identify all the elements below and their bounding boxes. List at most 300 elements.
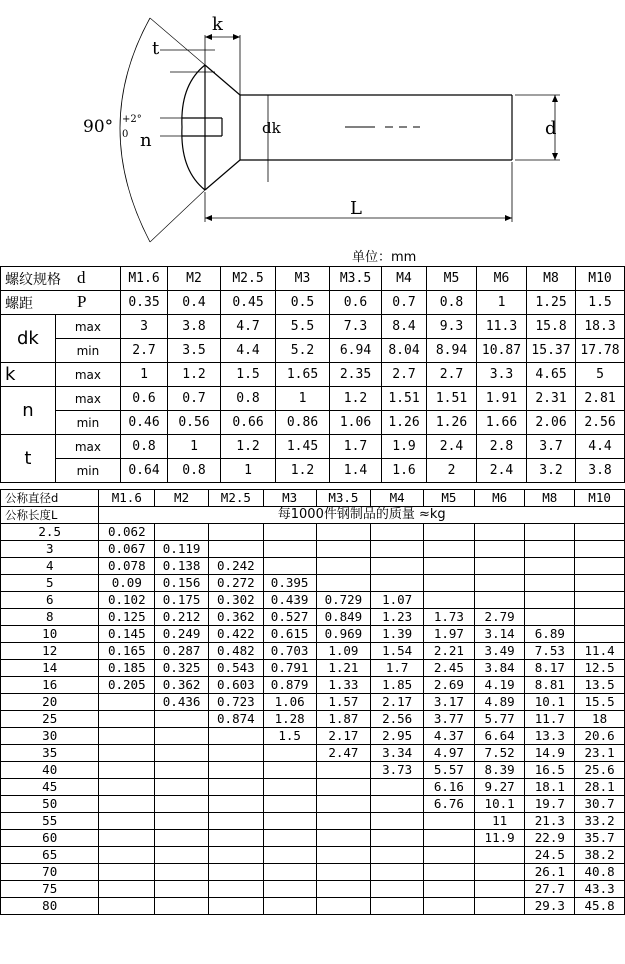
spec-cell: 0.5 bbox=[276, 291, 330, 315]
mass-cell: 0.302 bbox=[208, 592, 263, 609]
spec-cell: 2.06 bbox=[527, 411, 576, 435]
mass-cell bbox=[208, 524, 263, 541]
table-row bbox=[1, 881, 625, 898]
spec-row bbox=[1, 291, 625, 315]
mass-cell: 33.2 bbox=[575, 813, 625, 830]
spec-cell: 0.86 bbox=[276, 411, 330, 435]
mass-cell bbox=[316, 796, 371, 813]
spec-cell: M8 bbox=[527, 267, 576, 291]
spec-row bbox=[1, 459, 625, 483]
table-row bbox=[1, 796, 625, 813]
mass-table bbox=[0, 489, 625, 915]
length-cell: 10 bbox=[1, 626, 99, 643]
mass-cell bbox=[424, 592, 475, 609]
param-sub: max bbox=[55, 363, 120, 387]
mass-cell: 1.21 bbox=[316, 660, 371, 677]
mass-cell: 8.17 bbox=[525, 660, 575, 677]
mass-cell bbox=[99, 796, 155, 813]
mass-cell bbox=[316, 524, 371, 541]
size-header: M1.6 bbox=[99, 490, 155, 507]
mass-header-row bbox=[1, 507, 625, 524]
angle-tol-lower: 0 bbox=[122, 129, 129, 140]
spec-cell: 0.64 bbox=[121, 459, 168, 483]
mass-cell bbox=[424, 830, 475, 847]
mass-cell bbox=[316, 898, 371, 915]
spec-cell: 0.8 bbox=[221, 387, 276, 411]
spec-cell: 8.4 bbox=[382, 315, 427, 339]
spec-cell: 1.25 bbox=[527, 291, 576, 315]
spec-cell: 0.4 bbox=[168, 291, 221, 315]
mass-cell: 8.39 bbox=[474, 762, 525, 779]
mass-cell bbox=[525, 524, 575, 541]
spec-cell: 1.4 bbox=[330, 459, 382, 483]
mass-cell bbox=[99, 898, 155, 915]
mass-cell bbox=[371, 558, 424, 575]
spec-cell: 1.9 bbox=[382, 435, 427, 459]
spec-cell: 0.8 bbox=[121, 435, 168, 459]
spec-cell: M3.5 bbox=[330, 267, 382, 291]
mass-cell: 0.603 bbox=[208, 677, 263, 694]
mass-cell: 20.6 bbox=[575, 728, 625, 745]
mass-cell bbox=[474, 558, 525, 575]
mass-cell: 23.1 bbox=[575, 745, 625, 762]
mass-cell bbox=[155, 898, 209, 915]
mass-cell: 0.362 bbox=[155, 677, 209, 694]
spec-cell: 15.8 bbox=[527, 315, 576, 339]
spec-cell: 9.3 bbox=[427, 315, 477, 339]
mass-cell bbox=[155, 524, 209, 541]
spec-cell: 6.94 bbox=[330, 339, 382, 363]
table-row bbox=[1, 592, 625, 609]
mass-caption: 每1000件钢制品的质量 ≈kg bbox=[99, 507, 625, 524]
param-sub: min bbox=[55, 411, 120, 435]
spec-cell: 2.4 bbox=[427, 435, 477, 459]
spec-cell: 8.94 bbox=[427, 339, 477, 363]
mass-cell: 3.49 bbox=[474, 643, 525, 660]
mass-cell: 3.77 bbox=[424, 711, 475, 728]
mass-cell bbox=[371, 847, 424, 864]
mass-cell bbox=[263, 898, 316, 915]
mass-cell: 40.8 bbox=[575, 864, 625, 881]
mass-cell: 0.969 bbox=[316, 626, 371, 643]
spec-cell: 1.2 bbox=[221, 435, 276, 459]
mass-cell: 0.729 bbox=[316, 592, 371, 609]
mass-cell: 0.422 bbox=[208, 626, 263, 643]
table-row bbox=[1, 898, 625, 915]
mass-cell: 0.205 bbox=[99, 677, 155, 694]
mass-cell: 3.34 bbox=[371, 745, 424, 762]
dim-label-n: n bbox=[140, 130, 152, 151]
length-cell: 45 bbox=[1, 779, 99, 796]
mass-cell bbox=[316, 762, 371, 779]
mass-cell bbox=[99, 779, 155, 796]
mass-cell: 0.165 bbox=[99, 643, 155, 660]
spec-cell: 0.8 bbox=[427, 291, 477, 315]
mass-cell: 0.849 bbox=[316, 609, 371, 626]
mass-cell bbox=[316, 541, 371, 558]
param-sub: max bbox=[55, 315, 120, 339]
mass-cell bbox=[99, 711, 155, 728]
mass-cell bbox=[208, 796, 263, 813]
spec-cell: 2.35 bbox=[330, 363, 382, 387]
mass-cell: 1.39 bbox=[371, 626, 424, 643]
mass-cell: 11.7 bbox=[525, 711, 575, 728]
spec-row bbox=[1, 435, 625, 459]
mass-cell bbox=[208, 847, 263, 864]
mass-cell bbox=[208, 779, 263, 796]
length-cell: 60 bbox=[1, 830, 99, 847]
mass-cell bbox=[155, 796, 209, 813]
mass-cell: 8.81 bbox=[525, 677, 575, 694]
mass-cell: 0.615 bbox=[263, 626, 316, 643]
spec-cell: 0.6 bbox=[330, 291, 382, 315]
mass-cell bbox=[316, 575, 371, 592]
table-row bbox=[1, 524, 625, 541]
mass-cell: 35.7 bbox=[575, 830, 625, 847]
param-sub: max bbox=[55, 387, 120, 411]
mass-cell bbox=[316, 830, 371, 847]
mass-cell bbox=[371, 830, 424, 847]
length-cell: 6 bbox=[1, 592, 99, 609]
mass-cell bbox=[316, 813, 371, 830]
mass-cell: 18.1 bbox=[525, 779, 575, 796]
mass-cell bbox=[263, 779, 316, 796]
mass-cell: 3.84 bbox=[474, 660, 525, 677]
spec-cell: 0.6 bbox=[121, 387, 168, 411]
spec-cell: 3.8 bbox=[168, 315, 221, 339]
spec-cell: 3.3 bbox=[477, 363, 527, 387]
mass-cell: 3.17 bbox=[424, 694, 475, 711]
mass-cell: 1.97 bbox=[424, 626, 475, 643]
size-header: M3 bbox=[263, 490, 316, 507]
mass-cell: 0.145 bbox=[99, 626, 155, 643]
mass-cell: 2.45 bbox=[424, 660, 475, 677]
spec-cell: 3.5 bbox=[168, 339, 221, 363]
mass-cell: 1.28 bbox=[263, 711, 316, 728]
mass-cell: 1.5 bbox=[263, 728, 316, 745]
spec-cell: 4.4 bbox=[576, 435, 625, 459]
mass-cell bbox=[424, 813, 475, 830]
spec-cell: M1.6 bbox=[121, 267, 168, 291]
length-cell: 70 bbox=[1, 864, 99, 881]
spec-row bbox=[1, 315, 625, 339]
mass-cell: 1.87 bbox=[316, 711, 371, 728]
mass-cell bbox=[99, 830, 155, 847]
spec-cell: 5 bbox=[576, 363, 625, 387]
spec-cell: 3.2 bbox=[527, 459, 576, 483]
size-header: M3.5 bbox=[316, 490, 371, 507]
mass-cell: 0.156 bbox=[155, 575, 209, 592]
param-label: t bbox=[1, 435, 56, 483]
param-label: k bbox=[1, 363, 56, 387]
spec-cell: 0.8 bbox=[168, 459, 221, 483]
mass-cell bbox=[155, 745, 209, 762]
spec-cell: 3 bbox=[121, 315, 168, 339]
spec-cell: 4.7 bbox=[221, 315, 276, 339]
mass-cell bbox=[474, 575, 525, 592]
mass-cell bbox=[371, 524, 424, 541]
mass-cell: 2.69 bbox=[424, 677, 475, 694]
table-row bbox=[1, 694, 625, 711]
size-header: M10 bbox=[575, 490, 625, 507]
mass-cell bbox=[575, 558, 625, 575]
mass-cell bbox=[424, 847, 475, 864]
param-label: n bbox=[1, 387, 56, 435]
mass-cell: 1.06 bbox=[263, 694, 316, 711]
mass-cell bbox=[371, 796, 424, 813]
mass-cell: 3.14 bbox=[474, 626, 525, 643]
spec-cell: 0.56 bbox=[168, 411, 221, 435]
mass-cell: 6.76 bbox=[424, 796, 475, 813]
mass-cell: 43.3 bbox=[575, 881, 625, 898]
mass-header-row bbox=[1, 490, 625, 507]
mass-cell: 1.09 bbox=[316, 643, 371, 660]
length-cell: 50 bbox=[1, 796, 99, 813]
param-symbol: d bbox=[77, 268, 86, 287]
mass-cell bbox=[263, 541, 316, 558]
mass-cell: 0.242 bbox=[208, 558, 263, 575]
mass-cell bbox=[155, 847, 209, 864]
param-name: 螺纹规格 bbox=[5, 271, 61, 288]
mass-cell bbox=[263, 830, 316, 847]
mass-cell: 0.482 bbox=[208, 643, 263, 660]
param-symbol: P bbox=[77, 292, 87, 311]
spec-cell: 0.66 bbox=[221, 411, 276, 435]
mass-cell bbox=[99, 728, 155, 745]
mass-cell bbox=[424, 575, 475, 592]
mass-cell: 0.362 bbox=[208, 609, 263, 626]
mass-cell bbox=[155, 881, 209, 898]
mass-cell: 22.9 bbox=[525, 830, 575, 847]
mass-cell: 1.23 bbox=[371, 609, 424, 626]
mass-cell bbox=[155, 711, 209, 728]
spec-cell: 2.8 bbox=[477, 435, 527, 459]
mass-cell: 0.272 bbox=[208, 575, 263, 592]
mass-cell bbox=[371, 779, 424, 796]
mass-cell: 1.07 bbox=[371, 592, 424, 609]
angle-label: 90° bbox=[83, 117, 114, 137]
header-nominal-L: 公称长度L bbox=[1, 507, 99, 524]
mass-cell: 16.5 bbox=[525, 762, 575, 779]
mass-cell bbox=[316, 779, 371, 796]
spec-cell: 18.3 bbox=[576, 315, 625, 339]
mass-cell: 2.95 bbox=[371, 728, 424, 745]
mass-cell: 0.436 bbox=[155, 694, 209, 711]
mass-cell: 6.89 bbox=[525, 626, 575, 643]
mass-cell bbox=[575, 626, 625, 643]
mass-cell: 2.17 bbox=[316, 728, 371, 745]
mass-cell bbox=[208, 830, 263, 847]
mass-cell: 7.53 bbox=[525, 643, 575, 660]
mass-cell bbox=[575, 575, 625, 592]
mass-cell: 15.5 bbox=[575, 694, 625, 711]
mass-cell bbox=[424, 541, 475, 558]
mass-cell: 0.125 bbox=[99, 609, 155, 626]
size-header: M2.5 bbox=[208, 490, 263, 507]
header-nominal-d: 公称直径d bbox=[1, 490, 99, 507]
mass-cell bbox=[99, 864, 155, 881]
mass-cell: 4.97 bbox=[424, 745, 475, 762]
mass-cell: 3.73 bbox=[371, 762, 424, 779]
mass-cell bbox=[263, 524, 316, 541]
spec-cell: 7.3 bbox=[330, 315, 382, 339]
mass-cell bbox=[525, 575, 575, 592]
mass-cell: 2.17 bbox=[371, 694, 424, 711]
mass-cell bbox=[316, 847, 371, 864]
mass-cell: 2.79 bbox=[474, 609, 525, 626]
spec-cell: 1.26 bbox=[427, 411, 477, 435]
mass-cell bbox=[525, 592, 575, 609]
spec-cell: 1 bbox=[121, 363, 168, 387]
mass-cell bbox=[575, 541, 625, 558]
mass-cell bbox=[371, 864, 424, 881]
spec-cell: 1.7 bbox=[330, 435, 382, 459]
angle-tol-upper: +2° bbox=[122, 114, 142, 125]
spec-cell: 2.56 bbox=[576, 411, 625, 435]
mass-cell: 0.138 bbox=[155, 558, 209, 575]
unit-label: 单位：mm bbox=[352, 250, 417, 265]
spec-cell: 1.66 bbox=[477, 411, 527, 435]
mass-cell: 18 bbox=[575, 711, 625, 728]
spec-cell: 5.5 bbox=[276, 315, 330, 339]
mass-cell bbox=[424, 864, 475, 881]
spec-cell: 11.3 bbox=[477, 315, 527, 339]
mass-cell bbox=[263, 558, 316, 575]
length-cell: 16 bbox=[1, 677, 99, 694]
mass-cell bbox=[424, 881, 475, 898]
spec-cell: M4 bbox=[382, 267, 427, 291]
mass-cell bbox=[316, 881, 371, 898]
length-cell: 25 bbox=[1, 711, 99, 728]
spec-cell: 2.7 bbox=[121, 339, 168, 363]
spec-cell: 10.87 bbox=[477, 339, 527, 363]
mass-cell bbox=[208, 541, 263, 558]
mass-cell: 38.2 bbox=[575, 847, 625, 864]
spec-cell: 2.7 bbox=[382, 363, 427, 387]
spec-cell: 1.91 bbox=[477, 387, 527, 411]
mass-cell bbox=[208, 745, 263, 762]
mass-cell: 13.3 bbox=[525, 728, 575, 745]
mass-cell: 0.527 bbox=[263, 609, 316, 626]
mass-cell bbox=[208, 898, 263, 915]
spec-cell: 3.7 bbox=[527, 435, 576, 459]
spec-cell: 0.7 bbox=[382, 291, 427, 315]
param-label bbox=[1, 291, 121, 315]
spec-cell: 2 bbox=[427, 459, 477, 483]
spec-row bbox=[1, 339, 625, 363]
mass-cell bbox=[474, 898, 525, 915]
mass-cell: 0.067 bbox=[99, 541, 155, 558]
mass-cell bbox=[208, 881, 263, 898]
length-cell: 80 bbox=[1, 898, 99, 915]
spec-cell: 0.46 bbox=[121, 411, 168, 435]
mass-cell bbox=[263, 762, 316, 779]
table-row bbox=[1, 643, 625, 660]
mass-cell: 0.062 bbox=[99, 524, 155, 541]
mass-cell: 0.395 bbox=[263, 575, 316, 592]
mass-cell: 27.7 bbox=[525, 881, 575, 898]
dim-label-t: t bbox=[152, 38, 160, 59]
param-sub: max bbox=[55, 435, 120, 459]
size-header: M4 bbox=[371, 490, 424, 507]
mass-cell bbox=[208, 762, 263, 779]
mass-cell: 0.249 bbox=[155, 626, 209, 643]
mass-cell bbox=[155, 728, 209, 745]
param-sub: min bbox=[55, 459, 120, 483]
mass-cell bbox=[263, 745, 316, 762]
mass-cell: 4.19 bbox=[474, 677, 525, 694]
spec-cell: 1.65 bbox=[276, 363, 330, 387]
spec-cell: 0.45 bbox=[221, 291, 276, 315]
mass-cell: 1.7 bbox=[371, 660, 424, 677]
mass-cell: 0.543 bbox=[208, 660, 263, 677]
length-cell: 12 bbox=[1, 643, 99, 660]
mass-cell bbox=[575, 524, 625, 541]
length-cell: 5 bbox=[1, 575, 99, 592]
mass-cell bbox=[208, 728, 263, 745]
spec-row bbox=[1, 387, 625, 411]
spec-cell: 1.51 bbox=[382, 387, 427, 411]
mass-cell: 0.09 bbox=[99, 575, 155, 592]
length-cell: 20 bbox=[1, 694, 99, 711]
mass-cell bbox=[371, 575, 424, 592]
mass-cell bbox=[99, 881, 155, 898]
spec-cell: 1.6 bbox=[382, 459, 427, 483]
mass-cell bbox=[371, 881, 424, 898]
mass-cell bbox=[155, 762, 209, 779]
mass-cell bbox=[99, 813, 155, 830]
dim-label-L: L bbox=[350, 198, 362, 219]
table-row bbox=[1, 626, 625, 643]
mass-cell bbox=[263, 864, 316, 881]
table-row bbox=[1, 813, 625, 830]
spec-cell: 15.37 bbox=[527, 339, 576, 363]
table-row bbox=[1, 660, 625, 677]
mass-cell: 7.52 bbox=[474, 745, 525, 762]
spec-cell: 1.45 bbox=[276, 435, 330, 459]
size-header: M8 bbox=[525, 490, 575, 507]
mass-cell bbox=[371, 541, 424, 558]
spec-row bbox=[1, 267, 625, 291]
table-row bbox=[1, 830, 625, 847]
mass-cell bbox=[155, 864, 209, 881]
mass-cell bbox=[263, 847, 316, 864]
mass-cell bbox=[155, 830, 209, 847]
mass-cell: 25.6 bbox=[575, 762, 625, 779]
table-row bbox=[1, 558, 625, 575]
spec-cell: 1.2 bbox=[276, 459, 330, 483]
table-row bbox=[1, 711, 625, 728]
mass-cell bbox=[474, 864, 525, 881]
mass-cell bbox=[99, 745, 155, 762]
spec-cell: 4.4 bbox=[221, 339, 276, 363]
table-row bbox=[1, 745, 625, 762]
mass-cell: 19.7 bbox=[525, 796, 575, 813]
mass-cell bbox=[474, 881, 525, 898]
length-cell: 35 bbox=[1, 745, 99, 762]
mass-cell bbox=[263, 813, 316, 830]
dimension-table bbox=[0, 266, 625, 483]
mass-cell: 5.57 bbox=[424, 762, 475, 779]
table-row bbox=[1, 575, 625, 592]
spec-cell: 1.51 bbox=[427, 387, 477, 411]
dim-label-d: d bbox=[545, 118, 557, 139]
spec-cell: M2 bbox=[168, 267, 221, 291]
table-row bbox=[1, 609, 625, 626]
param-label bbox=[1, 267, 121, 291]
length-cell: 55 bbox=[1, 813, 99, 830]
mass-cell bbox=[155, 813, 209, 830]
